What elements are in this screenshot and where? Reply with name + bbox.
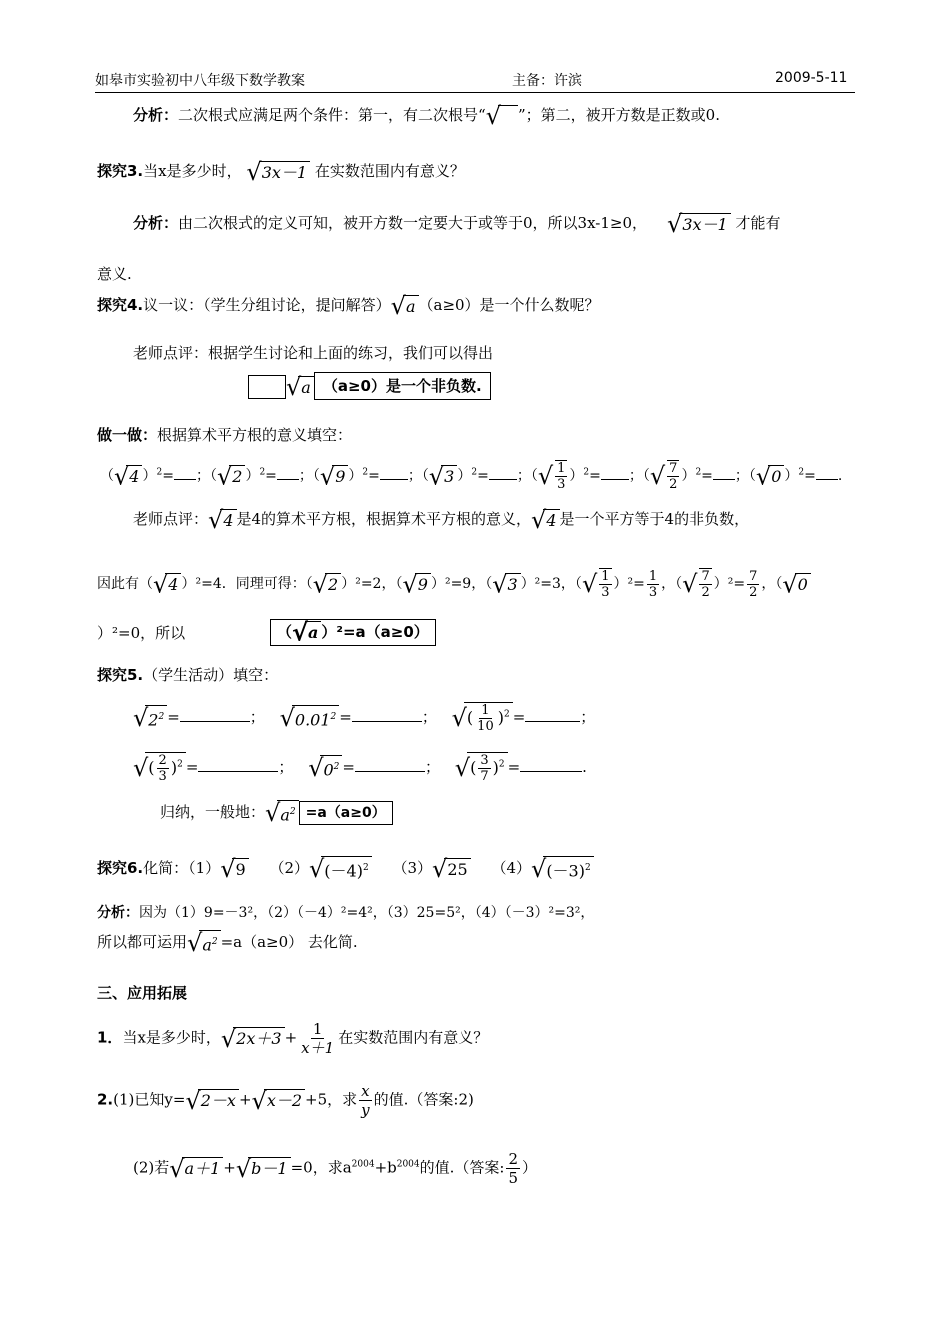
fill-row: （√4 ）$^2$= ；（√2 ）$^2$= ；（√9 ）$^2$= ；（√3 ）$^2$= ；（√ $\frac{1}{3}$ ）$^2$= ；（√ $\frac{7}{2}$ ）$^2$= ；（√0 ）$^2$= .	[100, 461, 843, 492]
header-date: 2009-5-11	[775, 70, 848, 86]
radical-1-3: √ $\frac{1}{3}$	[537, 461, 566, 492]
radical-9: √9	[402, 573, 430, 596]
explore-5-row-1: $√2^2$ = ； $√0.01^2$ = ； √( $\frac{1}{10}$ )$^2$ = ；	[133, 703, 596, 734]
explore-label: 探究6.	[97, 859, 144, 878]
conclusion-box-4	[248, 372, 491, 400]
radical-3x-1: √3x－1	[246, 160, 310, 184]
explore-5	[97, 664, 278, 686]
rule-box: =a（a≥0）	[299, 801, 393, 825]
do-it	[97, 424, 352, 446]
comment-4: 老师点评：根据学生讨论和上面的练习，我们可以得出	[133, 344, 494, 362]
radical-a: √a	[391, 294, 419, 318]
blank[interactable]	[352, 707, 422, 722]
analysis-text: 二次根式应满足两个条件：第一，有二次根号“	[178, 106, 486, 124]
radical-1-3: √ $\frac{1}{3}$	[581, 569, 610, 600]
radical-0-sq: $√0^2$	[308, 755, 342, 781]
radical-a-1: √a＋1	[169, 1157, 223, 1181]
analysis-text-2: 才能有	[735, 214, 781, 232]
radical-2x-3: √2x＋3	[221, 1027, 285, 1051]
radical-2-x: √2－x	[185, 1089, 239, 1113]
rule-box: （√a ）²=a（a≥0）	[270, 619, 436, 646]
explore-6: 探究6.化简：（1）√9 $(2)√(-4)^2$ （3）√25 $(4)√(-3)^2$	[97, 856, 594, 882]
header-middle: 主备：许滨	[512, 73, 582, 89]
radical-7-2: √ $\frac{7}{2}$	[682, 569, 710, 600]
analysis-text: 由二次根式的定义可知，被开方数一定要大于或等于0，所以3x-1≥0，	[178, 214, 648, 232]
analysis-6-cont: 所以都可运用$√a^2 =a(a\ge 0)$ 去化简.	[97, 929, 358, 958]
induction: 归纳，一般地：$√a^2 =a(a\ge 0)$	[160, 800, 393, 826]
do-it-text: 根据算术平方根的意义填空：	[157, 426, 353, 444]
analysis-label: 分析：	[133, 106, 179, 124]
radical-neg4-sq: $√(-4)^2$	[309, 856, 372, 882]
analysis-label: 分析：	[133, 214, 179, 232]
explore-label: 探究5.	[97, 666, 144, 684]
radical-7-2: √ $\frac{7}{2}$	[649, 461, 678, 492]
radical-0: √0	[756, 465, 784, 488]
radical-3x-1: √3x－1	[667, 212, 731, 236]
radical-4: √4	[114, 465, 142, 488]
analysis-6: 分析：因为（1）9=－3²，（2）（－4）²=4²，（3）25=5²，（4）（－3）²=3²，	[97, 905, 595, 921]
radical-3: √3	[429, 465, 457, 488]
explore-3	[97, 158, 465, 187]
radical-9: √9	[320, 465, 348, 488]
explore-5-row-2: √( $\frac{2}{3}$ )$^2$ = ； $√0^2$ = ； √( $\frac{3}{7}$ )$^2$ = .	[133, 753, 587, 784]
radical-a: √a	[286, 375, 314, 399]
analysis-3	[133, 210, 781, 239]
explore-label: 探究4.	[97, 296, 144, 314]
section-3-title: 三、应用拓展	[97, 984, 188, 1002]
radical-a-sq: $√a^2$	[265, 800, 299, 826]
radical-3: √3	[492, 573, 520, 596]
explore-text: （学生活动）填空：	[143, 666, 279, 684]
radical-001-sq: √0.01$^2$	[280, 705, 340, 731]
radical-25: √25	[432, 857, 471, 881]
comment-5: 老师点评：√4 是4的算术平方根，根据算术平方根的意义，√4 是一个平方等于4的非负数，	[133, 506, 750, 535]
blank[interactable]	[713, 465, 735, 480]
radical-2-sq: $√2^2$	[133, 705, 167, 731]
blank[interactable]	[355, 757, 425, 772]
radical-b-1: √b－1	[236, 1157, 291, 1181]
comment-6: 因此有（√4 ）²=4．同理可得：（√2 ）²=2，（√9 ）²=9，（√3 ）²=3，（√ $\frac{1}{3}$ ）²= $\frac{1}{3}$ ，（√ $\frac{7}{2}$ ）²= $\frac{7}{2}$ ，（√0	[97, 568, 811, 600]
conclusion-text: （a≥0）是一个非负数.	[314, 372, 491, 400]
blank[interactable]	[380, 465, 408, 480]
explore-4	[97, 292, 600, 321]
blank[interactable]	[277, 465, 299, 480]
radical-4: √4	[208, 508, 236, 532]
explore-text: 当x是多少时，	[143, 162, 242, 180]
radical-0: √0	[782, 573, 810, 596]
blank[interactable]	[180, 707, 250, 722]
analysis-label: 分析：	[97, 905, 139, 921]
radical-4: √4	[531, 508, 559, 532]
blank[interactable]	[198, 757, 278, 772]
explore-label: 探究3.	[97, 162, 144, 180]
radical-9: √9	[220, 857, 248, 881]
analysis-text-2: ”；第二，被开方数是正数或0.	[517, 106, 720, 124]
explore-text: 议一议：（学生分组讨论，提问解答）	[143, 296, 391, 314]
problem-1: 1．当x是多少时，√2x＋3 + $\frac{1}{x+1}$ 在实数范围内有意义？	[97, 1020, 489, 1057]
header-rule	[95, 92, 855, 93]
radical-2-3-sq: √( $\frac{2}{3}$ )$^2$	[133, 752, 186, 784]
empty-box	[248, 375, 286, 399]
radical-a-sq: $√a^2$	[187, 930, 221, 956]
blank[interactable]	[174, 465, 196, 480]
explore-text-2: 在实数范围内有意义？	[314, 162, 465, 180]
comment-7: ）²=0，所以	[97, 624, 186, 642]
radical-2: √2	[313, 573, 341, 596]
radical-2: √2	[217, 465, 245, 488]
radical-neg3-sq: $√(-3)^2$	[531, 856, 594, 882]
blank[interactable]	[489, 465, 517, 480]
explore-text-2: （a≥0）是一个什么数呢？	[418, 296, 600, 314]
blank[interactable]	[525, 707, 580, 722]
blank[interactable]	[520, 757, 582, 772]
header-left: 如皋市实验初中八年级下数学教案	[95, 73, 305, 89]
radical-3-7-sq: √( $\frac{3}{7}$ )$^2$	[455, 752, 508, 784]
analysis-1	[133, 102, 720, 131]
blank[interactable]	[601, 465, 629, 480]
radical-x-2: √x－2	[252, 1089, 306, 1113]
problem-3: (2)若√a＋1 +√b－1 =0，求$a^{2004}+b^{2004}$的值.（答案: $\frac{2}{5}$ ）	[133, 1150, 538, 1187]
do-it-label: 做一做：	[97, 426, 158, 444]
problem-2: 2.(1)已知y=√2－x +√x－2 +5，求 $\frac{x}{y}$ 的值.（答案:2)	[97, 1082, 474, 1119]
radical-a: √a	[292, 621, 321, 644]
blank[interactable]	[816, 465, 838, 480]
analysis-3-cont: 意义.	[97, 265, 132, 283]
radical-symbol: √	[486, 104, 518, 128]
radical-1-10-sq: √( $\frac{1}{10}$ )$^2$	[452, 702, 513, 734]
radical-4: √4	[153, 573, 181, 596]
